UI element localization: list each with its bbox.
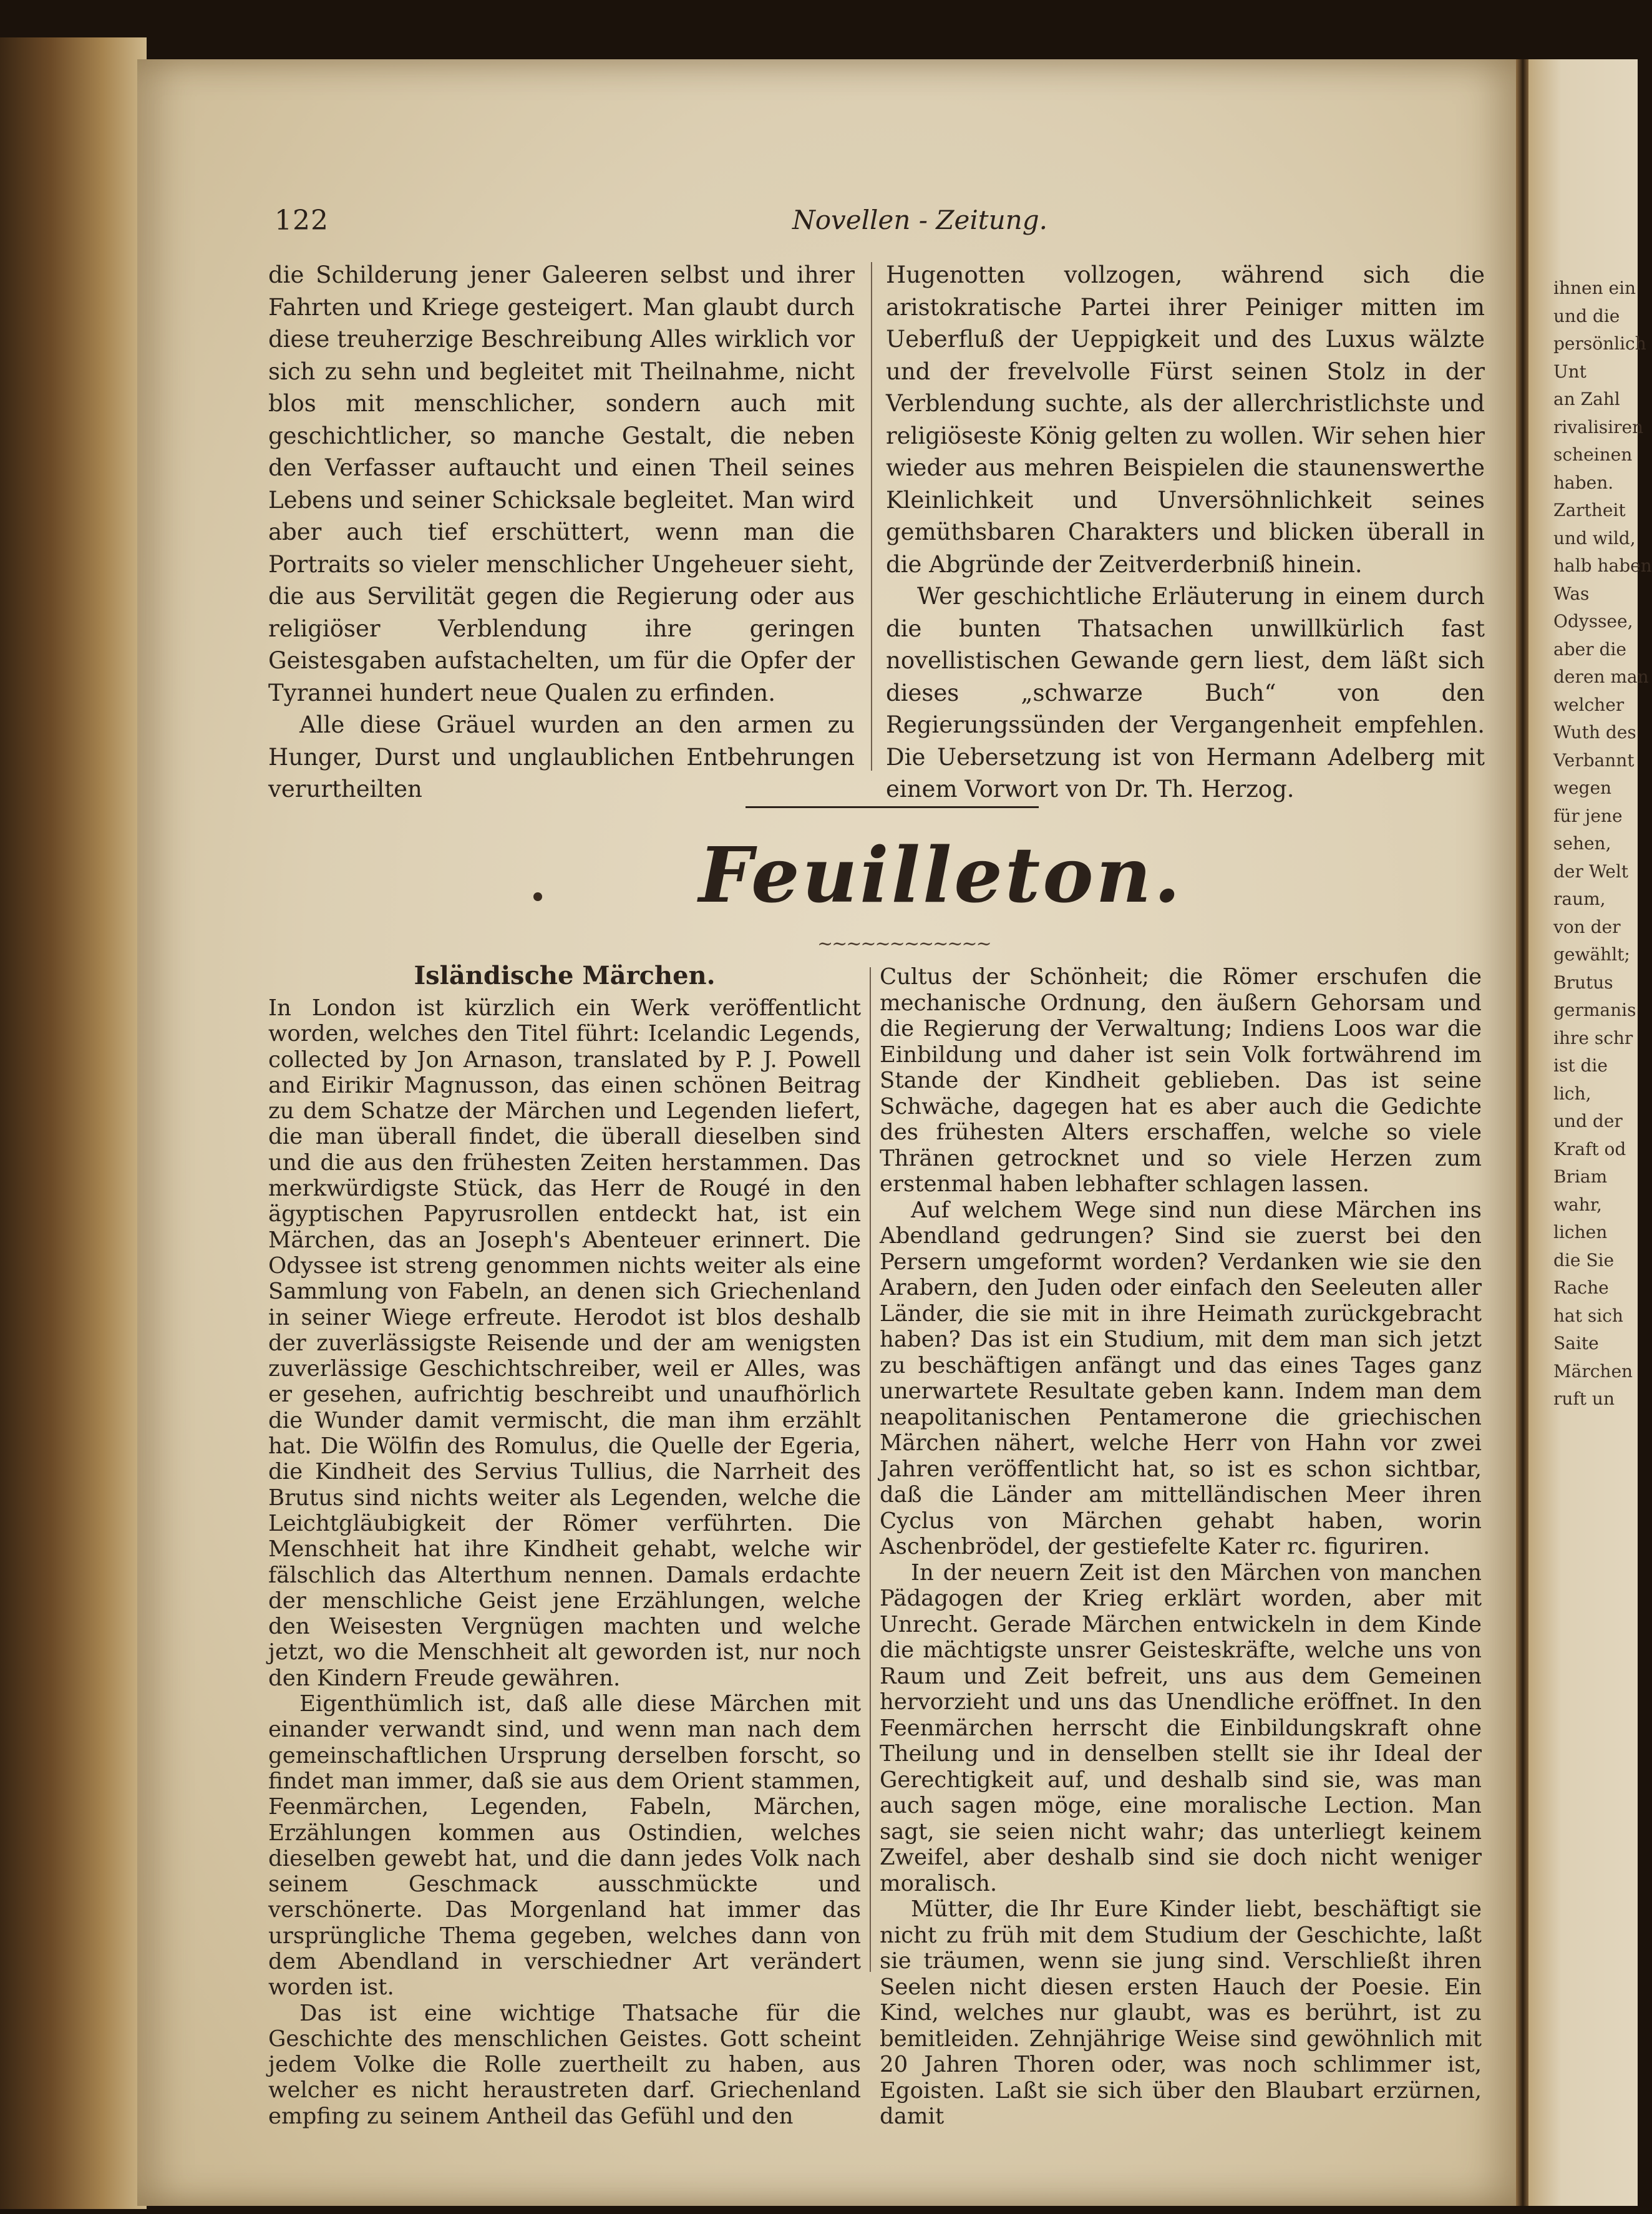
facing-page-line: der Welt — [1553, 861, 1629, 882]
facing-page-line: Märchen — [1553, 1360, 1633, 1382]
article-title: Isländische Märchen. — [414, 961, 716, 990]
running-head: Novellen - Zeitung. — [792, 205, 1047, 235]
facing-page-line: Zartheit — [1553, 500, 1626, 520]
facing-page-line: ruft un — [1553, 1388, 1615, 1409]
facing-page-line: Briam — [1553, 1166, 1608, 1187]
facing-page-line: ihre schr — [1553, 1027, 1633, 1048]
facing-page-line: Saite — [1553, 1333, 1599, 1353]
facing-page-line: Kraft od — [1553, 1138, 1626, 1159]
paragraph: In der neuern Zeit ist den Märchen von manchen Pädagogen der Krieg erklärt worden, aber mit Unrecht. Gerade Märchen entwickeln in dem Kinde die mächtigste unsrer Geisteskräfte, welche uns von Raum und Zeit befreit, uns aus dem Gemeinen hervorzieht und uns das Unendliche eröffnet. In den Feenmärchen herrscht die Einbildungskraft ohne Theilung und in denselben stellt sie ihr Ideal der Gerechtigkeit auf, und deshalb sind sie, was man auch sagen möge, eine moralische Lection. Man sagt, sie seien nicht wahr; das unterliegt keinem Zweifel, aber deshalb sind sie doch nicht weniger moralisch. — [880, 1559, 1482, 1896]
facing-page-line: gewählt; — [1553, 944, 1630, 965]
facing-page-line: deren man — [1553, 666, 1649, 687]
ink-dot — [533, 892, 542, 901]
top-right-column — [886, 259, 1485, 806]
facing-page-line: sehen, — [1553, 833, 1611, 854]
facing-page-line: Wuth des — [1553, 722, 1636, 743]
facing-page-line: persönlich — [1553, 333, 1646, 354]
facing-page-line: an Zahl — [1553, 389, 1620, 409]
facing-page-line: ist die — [1553, 1055, 1608, 1076]
facing-page-line: Verbannt — [1553, 749, 1635, 771]
facing-page-text — [1553, 275, 1652, 1413]
paragraph: Eigenthümlich ist, daß alle diese Märchen mit einander verwandt sind, und wenn man nach dem gemeinschaftlichen Ursprung derselben forscht, so findet man immer, daß sie aus dem Orient stammen, Feenmärchen, Legenden, Fabeln, Märchen, Erzählungen kommen aus Ostindien, welches dieselben gewebt hat, und die dann jedes Volk nach seinem Geschmack ausschmückte und verschönerte. Das Morgenland hat immer das ursprüngliche Thema gegeben, welches dann von dem Abendland in verschiedner Art verändert worden ist. — [268, 1691, 861, 2001]
facing-page-line: die Sie — [1553, 1249, 1615, 1270]
paragraph: Alle diese Gräuel wurden an den armen zu Hunger, Durst und unglaublichen Entbehrungen verurtheilten — [268, 711, 855, 802]
paragraph: Das ist eine wichtige Thatsache für die Geschichte des menschlichen Geistes. Gott scheint jedem Volke die Rolle zuertheilt zu haben, aus welcher es nicht heraustreten darf. Griechenland empfing zu seinem Antheil das Gefühl und den — [268, 2000, 861, 2129]
book-page-edges — [0, 37, 147, 2209]
paragraph: In London ist kürzlich ein Werk veröffentlicht worden, welches den Titel führt: Icelandic Legends, collected by Jon Arnason, translated by P. J. Powell and Eirikir Magnusson, das einen schönen Beitrag zu dem Schatze der Märchen und Legenden liefert, die man überall findet, die überall dieselben sind und die aus den frühesten Zeiten herstammen. Das merkwürdigste Stück, das Herr de Rougé in den ägyptischen Papyrusrollen entdeckt hat, ist ein Märchen, das an Joseph's Abenteuer erinnert. Die Odyssee ist streng genommen nichts weiter als eine Sammlung von Fabeln, an denen sich Griechenland in seiner Wiege erfreute. Herodot ist blos deshalb der zuverlässigste Reisende und der am wenigsten zuverlässige Geschichtschreiber, weil er Alles, was er gesehen, aufrichtig beschreibt und unaufhörlich die Wunder damit vermischt, die man ihm erzählt hat. Die Wölfin des Romulus, die Quelle der Egeria, die Kindheit des Servius Tullius, die Narrheit des Brutus sind nichts weiter als Legenden, welche die Leichtgläubigkeit der Römer verführten. Die Menschheit hat ihre Kindheit gehabt, welche wir fälschlich das Alterthum nennen. Damals erdachte der menschliche Geist jene Erzählungen, welche den Weisesten Vergnügen machten und welche jetzt, wo die Menschheit alt geworden ist, nur noch den Kindern Freude gewähren. — [268, 995, 861, 1691]
paragraph: Mütter, die Ihr Eure Kinder liebt, beschäftigt sie nicht zu früh mit dem Studium der Geschichte, laßt sie träumen, wenn sie jung sind. Verschließt ihren Seelen nicht diesen ersten Hauch der Poesie. Ein Kind, welches nur glaubt, was es berührt, ist zu bemitleiden. Zehnjährige Weise sind gewöhnlich mit 20 Jahren Thoren oder, was noch schlimmer ist, Egoisten. Laßt sie sich über den Blaubart erzürnen, damit — [880, 1896, 1482, 2129]
facing-page-line: lichen — [1553, 1222, 1608, 1242]
facing-page-line: aber die — [1553, 638, 1626, 660]
section-title: Feuilleton. — [699, 830, 1183, 920]
facing-page-line: Odyssee, — [1553, 611, 1633, 632]
paragraph: Hugenotten vollzogen, während sich die aristokratische Partei ihrer Peiniger mitten im Ueberfluß der Ueppigkeit und des Luxus wälzte und der frevelvolle Fürst seinen Stolz in der Verblendung suchte, als der allerchristlichste und religiöseste König gelten zu wollen. Wir sehen hier wieder aus mehren Beispielen die staunenswerthe Kleinlichkeit und Unversöhnlichkeit seines gemüthsbaren Charakters und blicken überall in die Abgründe der Zeitverderbniß hinein. — [886, 261, 1485, 578]
facing-page-line: Was — [1553, 583, 1590, 604]
facing-page-line: germanis — [1553, 1000, 1636, 1020]
facing-page-line: Unt — [1553, 361, 1586, 382]
facing-page-line: wahr, — [1553, 1194, 1602, 1215]
facing-page-line: haben. — [1553, 472, 1614, 493]
page-number: 122 — [275, 205, 329, 237]
facing-page-line: und wild, — [1553, 527, 1636, 549]
facing-page-line: halb haben — [1553, 555, 1652, 576]
column-divider — [870, 967, 871, 1972]
facing-page-line: von der — [1553, 916, 1621, 937]
top-left-column — [268, 259, 855, 806]
facing-page-line: raum, — [1553, 889, 1606, 909]
facing-page-line: Rache — [1553, 1277, 1609, 1298]
article-left-column — [268, 995, 861, 2129]
book-gutter — [1516, 59, 1530, 2206]
facing-page-line: und der — [1553, 1111, 1623, 1131]
paragraph: die Schilderung jener Galeeren selbst und ihrer Fahrten und Kriege gesteigert. Man glaubt durch diese treuherzige Beschreibung Alles wirklich vor sich zu sehn und begleitet mit Theilnahme, nicht blos mit menschlicher, sondern auch mit geschichtlicher, so manche Gestalt, die neben den Verfasser auftaucht und einen Theil seines Lebens und seiner Schicksale begleitet. Man wird aber auch tief erschüttert, wenn man die Portraits so vieler menschlicher Ungeheuer sieht, die aus Servilität gegen die Regierung oder aus religiöser Verblendung ihre geringen Geistesgaben aufstachelten, um für die Opfer der Tyrannei hundert neue Qualen zu erfinden. — [268, 261, 855, 706]
facing-page-line: ihnen ein — [1553, 278, 1636, 298]
facing-page-line: wegen — [1553, 778, 1612, 798]
facing-page-line: für jene — [1553, 805, 1623, 826]
paragraph: Auf welchem Wege sind nun diese Märchen ins Abendland gedrungen? Sind sie zuerst bei den Persern umgeformt worden? Verdanken wie sie den Arabern, den Juden oder einfach den Seeleuten aller Länder, die sie mit in ihre Heimath zurückgebracht haben? Das ist ein Studium, mit dem man sich jetzt zu beschäftigen anfängt und das eines Tages ganz unerwartete Resultate geben kann. Indem man dem neapolitanischen Pentamerone die griechischen Märchen nähert, welche Herr von Hahn vor zwei Jahren veröffentlicht hat, so ist es schon sichtbar, daß die Länder am mittelländischen Meer ihren Cyclus von Märchen gehabt haben, worin Aschenbrödel, der gestiefelte Kater rc. figuriren. — [880, 1197, 1482, 1559]
paragraph: Cultus der Schönheit; die Römer erschufen die mechanische Ordnung, den äußern Gehorsam und die Regierung der Verwaltung; Indiens Loos war die Einbildung und daher ist sein Volk fortwährend im Stande der Kindheit geblieben. Das ist seine Schwäche, dagegen hat es aber auch die Gedichte des frühesten Alters erschaffen, welche so viele Thränen getrocknet und so viele Herzen zum erstenmal haben lebhafter schlagen lassen. — [880, 964, 1482, 1197]
facing-page-line: welcher — [1553, 694, 1625, 715]
article-right-column — [880, 964, 1482, 2130]
paragraph: Wer geschichtliche Erläuterung in einem durch die bunten Thatsachen unwillkürlich fast novellistischen Gewande gern liest, dem läßt sich dieses „schwarze Buch“ von den Regierungssünden der Vergangenheit empfehlen. Die Uebersetzung ist von Hermann Adelberg mit einem Vorwort von Dr. Th. Herzog. — [886, 583, 1485, 802]
section-rule — [746, 806, 1039, 808]
column-divider — [871, 262, 872, 771]
facing-page-line: und die — [1553, 305, 1620, 326]
facing-page-line: scheinen — [1553, 444, 1633, 465]
facing-page-line: hat sich — [1553, 1305, 1623, 1326]
facing-page-line: Brutus — [1553, 972, 1613, 993]
title-ornament: ~~~~~~~~~~~~ — [817, 933, 991, 955]
facing-page-line: lich, — [1553, 1083, 1591, 1104]
facing-page-line: rivalisiren — [1553, 416, 1644, 437]
